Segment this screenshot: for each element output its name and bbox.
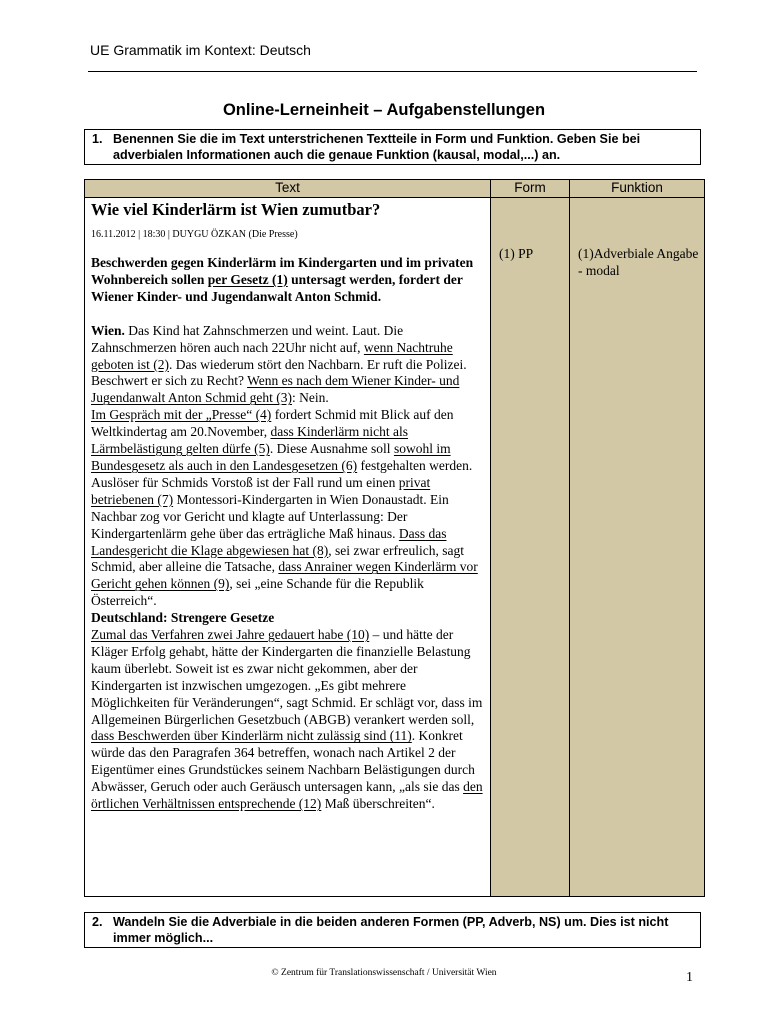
exercise-table xyxy=(84,179,705,897)
column-header-text: Text xyxy=(85,180,491,198)
column-header-function: Funktion xyxy=(570,180,705,198)
underlined-segment: den örtlichen Verhältnissen entsprechende (12) xyxy=(91,779,483,812)
underlined-segment: per Gesetz (1) xyxy=(207,271,288,287)
header-divider xyxy=(88,71,697,72)
page-number: 1 xyxy=(686,970,693,985)
article-text-cell xyxy=(85,198,491,897)
underlined-segment: dass Kinderlärm nicht als Lärmbelästigung gelten dürfe (5) xyxy=(91,424,409,457)
page-heading: Online-Lerneinheit – Aufgabenstellungen xyxy=(222,101,546,119)
underlined-segment: wenn Nachtruhe geboten ist (2) xyxy=(91,339,453,372)
underlined-segment: Im Gespräch mit der „Presse“ (4) xyxy=(91,407,272,423)
underlined-segment: Zumal das Verfahren zwei Jahre gedauert habe (10) xyxy=(91,627,370,643)
underlined-segment: privat betriebenen (7) xyxy=(91,474,431,507)
underlined-segment: dass Beschwerden über Kinderlärm nicht zulässig sind (11) xyxy=(91,728,412,744)
article-subheading: Deutschland: Strengere Gesetze xyxy=(91,610,275,626)
task-1-text: Benennen Sie die im Text unterstrichenen Textteile in Form und Funktion. Geben Sie bei adverbialen Informationen auch die genaue Funktion (kausal, modal,...) an. xyxy=(113,132,641,162)
article-paragraph: Im Gespräch mit der „Presse“ (4) fordert Schmid mit Blick auf den Weltkindertag am 20.November, dass Kinderlärm nicht als Lärmbelästigung gelten dürfe (5). Diese Ausnahme soll sowohl im Bundesgesetz als auch in den Landesgesetzen (6) festgehalten werden. Auslöser für Schmids Vorstoß ist der Fall rund um einen privat betriebenen (7) Montessori-Kindergarten in Wien Donaustadt. Ein Nachbar zog vor Gericht und klagte auf Unterlassung: Der Kindergartenlärm gehe über das erträgliche Maß hinaus. Dass das Landesgericht die Klage abgewiesen hat (8), sei zwar erfreulich, sagt Schmid, aber alleine die Tatsache, dass Anrainer wegen Kinderlärm vor Gericht gehen können (9), sei „eine Schande für die Republik Österreich“. xyxy=(91,407,478,609)
task-1-box xyxy=(84,129,701,165)
article-meta: 16.11.2012 | 18:30 | DUYGU ÖZKAN (Die Presse) xyxy=(91,229,298,240)
task-2-number: 2. xyxy=(92,915,103,929)
article-lead: Beschwerden gegen Kinderlärm im Kindergarten und im privaten Wohnbereich sollen per Gesetz (1) untersagt werden, fordert der Wiener Kinder- und Jugendanwalt Anton Schmid. xyxy=(91,255,474,304)
underlined-segment: dass Anrainer wegen Kinderlärm vor Gericht gehen können (9) xyxy=(91,559,478,592)
function-answer: (1)Adverbiale Angabe - modal xyxy=(578,246,699,278)
task-2-box xyxy=(84,912,701,948)
column-header-form: Form xyxy=(491,180,570,198)
underlined-segment: Dass das Landesgericht die Klage abgewiesen hat (8) xyxy=(91,525,447,558)
task-1-number: 1. xyxy=(92,132,103,146)
article-body xyxy=(91,323,486,813)
underlined-segment: Wenn es nach dem Wiener Kinder- und Jugendanwalt Anton Schmid geht (3) xyxy=(91,373,460,406)
article-paragraph: Zumal das Verfahren zwei Jahre gedauert habe (10) – und hätte der Kläger Erfolg gehabt, hätte der Kindergarten die finanzielle Belastung kaum überlebt. Soweit ist es zwar nicht gekommen, aber der Kindergarten ist inzwischen umgezogen. „Es gibt mehrere Möglichkeiten für Veränderungen“, sagt Schmid. Er schlägt vor, dass im Allgemeinen Bürgerlichen Gesetzbuch (ABGB) verankert werden soll, dass Beschwerden über Kinderlärm nicht zulässig sind (11). Konkret würde das den Paragrafen 364 betreffen, wonach nach Artikel 2 der Eigentümer eines Grundstückes seinem Nachbarn Belästigungen durch Abwässer, Geruch oder auch Geräusch untersagen kann, „als sie das den örtlichen Verhältnissen entsprechende (12) Maß überschreiten“. xyxy=(91,627,483,812)
article-title: Wie viel Kinderlärm ist Wien zumutbar? xyxy=(91,200,381,219)
article-paragraph: Wien. Das Kind hat Zahnschmerzen und weint. Laut. Die Zahnschmerzen hören auch nach 22Uhr nicht auf, wenn Nachtruhe geboten ist (2). Das wiederum stört den Nachbarn. Er ruft die Polizei. Beschwert er sich zu Recht? Wenn es nach dem Wiener Kinder- und Jugendanwalt Anton Schmid geht (3): Nein. xyxy=(91,322,467,406)
form-cell xyxy=(491,198,570,897)
underlined-segment: sowohl im Bundesgesetz als auch in den Landesgesetzen (6) xyxy=(91,441,451,473)
table-header-row xyxy=(85,180,705,198)
footer-copyright: © Zentrum für Translationswissenschaft / Universität Wien xyxy=(271,968,497,978)
table-row xyxy=(85,198,705,897)
document-header-title: UE Grammatik im Kontext: Deutsch xyxy=(90,42,311,58)
function-cell xyxy=(570,198,705,897)
task-2-text: Wandeln Sie die Adverbiale in die beiden anderen Formen (PP, Adverb, NS) um. Dies ist nicht immer möglich... xyxy=(113,915,669,945)
form-answer: (1) PP xyxy=(499,246,534,261)
